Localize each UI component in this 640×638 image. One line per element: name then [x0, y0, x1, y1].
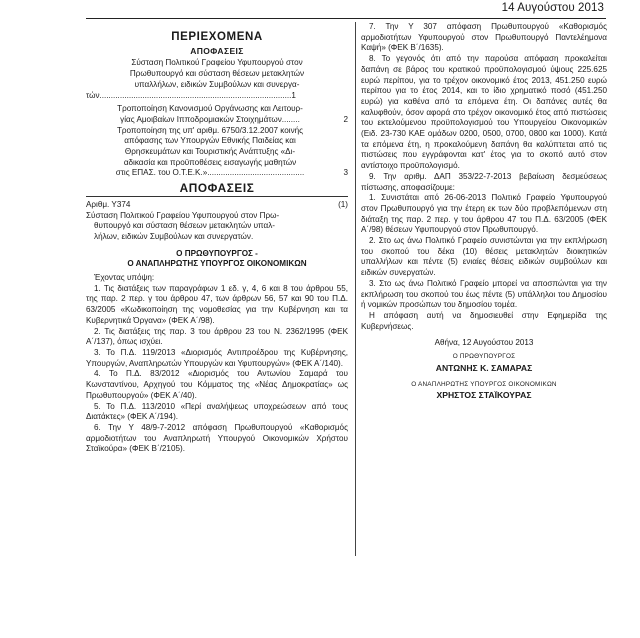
- decision-number-row: [86, 200, 348, 211]
- toc-item[interactable]: [86, 58, 348, 101]
- preamble-paragraph: 3. Το Π.Δ. 119/2013 «Διορισμός Αντιπροέδρου της Κυβέρνησης, Υπουργών, Αναπληρωτών Υπουργών και Υφυπουργών» (ΦΕΚ Α΄/140).: [86, 347, 348, 368]
- toc-item-line: στις ΕΠΑΣ. του Ο.Τ.Ε.Κ.»...........................................: [115, 168, 305, 178]
- signature-role: Ο ΠΡΩΘΥΠΟΥΡΓΟΣ: [452, 353, 516, 361]
- header-rule: [86, 18, 606, 19]
- preamble-paragraph: 7. Την Υ 307 απόφαση Πρωθυπουργού «Καθορισμός αρμοδιοτήτων Υφυπουργού στον Πρωθυπουργό Παντελέημονα Καψή» (ΦΕΚ Β΄/1635).: [361, 22, 607, 53]
- toc-page-number: 3: [343, 168, 348, 178]
- section-rule: [86, 196, 348, 197]
- toc-item-line: Τροποποίηση της υπ' αριθμ. 6750/3.12.2007 κοινής: [116, 125, 304, 135]
- toc-subtitle: ΑΠΟΦΑΣΕΙΣ: [190, 45, 244, 56]
- toc-item-line: Σύσταση Πολιτικού Γραφείου Υφυπουργού στον: [131, 58, 303, 68]
- signature-role: Ο ΑΝΑΠΛΗΡΩΤΗΣ ΥΠΟΥΡΓΟΣ ΟΙΚΟΝΟΜΙΚΩΝ: [411, 380, 557, 388]
- authority-line: Ο ΠΡΩΘΥΠΟΥΡΓΟΣ -: [176, 248, 258, 258]
- publication-order: Η απόφαση αυτή να δημοσιευθεί στην Εφημερίδα της Κυβερνήσεως.: [361, 310, 607, 331]
- header-date: 14 Αυγούστου 2013: [501, 2, 604, 14]
- toc-item-line: Τροποποίηση Κανονισμού Οργάνωσης και Λειτουρ-: [117, 104, 303, 114]
- preamble-paragraph: 5. Το Π.Δ. 113/2010 «Περί αναλήψεως υποχρεώσεων από τους Διατάκτες» (ΦΕΚ Α΄/194).: [86, 401, 348, 422]
- preamble-paragraph: 2. Τις διατάξεις της παρ. 3 του άρθρου 23 του Ν. 2362/1995 (ΦΕΚ Α΄/137), όπως ισχύει.: [86, 326, 348, 347]
- decision-ref: (1): [338, 199, 348, 209]
- left-column: [86, 30, 348, 455]
- preamble-paragraph: 6. Την Υ 48/9-7-2012 απόφαση Πρωθυπουργού «Καθορισμός αρμοδιοτήτων του Αναπληρωτή Υπουργού Οικονομικών Χρήστου Σταϊκούρα» (ΦΕΚ Β΄/2105).: [86, 422, 348, 454]
- decision-article: 1. Συνιστάται από 26-06-2013 Πολιτικό Γραφείο Υφυπουργού στον Πρωθυπουργό για την έτερη εκ των δύο προβλεπόμενων στη διάταξη της παρ. 2 περ. γ του άρθρου 47 του Π.Δ. 63/2005 (ΦΕΚ Α΄/98) θέσεων Υφυπουργού στον Πρωθυπουργό.: [361, 193, 607, 235]
- having-regard: Έχοντας υπόψη:: [94, 273, 155, 283]
- right-column: [361, 22, 607, 401]
- authority-line: Ο ΑΝΑΠΛΗΡΩΤΗΣ ΥΠΟΥΡΓΟΣ ΟΙΚΟΝΟΜΙΚΩΝ: [127, 259, 307, 269]
- toc-item[interactable]: [86, 104, 348, 125]
- subject-line: λήλων, ειδικών Συμβούλων και συνεργατών.: [94, 231, 254, 241]
- toc-item-line: απόφασης των Υπουργών Εθνικής Παιδείας και: [124, 136, 296, 146]
- subject-line: θυπουργό και σύσταση θέσεων μετακλητών υπαλ-: [94, 221, 275, 231]
- toc-item-line: υπαλλήλων, ειδικών Συμβούλων και συνεργα-: [134, 79, 300, 89]
- decision-number: Αριθμ. Υ374: [86, 199, 131, 209]
- toc-item-line: Πρωθυπουργό και σύσταση θέσεων μετακλητών: [129, 69, 305, 79]
- decision-article: 2. Στο ως άνω Πολιτικό Γραφείο συνιστώνται για την εκπλήρωση του σκοπού του δέκα (10) θέσεις μετακλητών διοικητικών υπαλλήλων και πέντε (5) ενιαίες θέσεις ειδικών συμβούλων και ειδικών συνεργατών.: [361, 236, 607, 278]
- preamble-paragraph: 1. Τις διατάξεις των παραγράφων 1 εδ. γ, 4, 6 και 8 του άρθρου 55, της παρ. 2 περ. γ του άρθρου 47, των άρθρων 56, 57 και 90 του Π.Δ. 63/2005 «Κωδικοποίηση της νομοθεσίας για την Κυβέρνηση και τα Κυβερνητικά Όργανα» (ΦΕΚ Α΄/98).: [86, 283, 348, 325]
- decision-subject: [86, 211, 348, 243]
- decision-article: 3. Στο ως άνω Πολιτικό Γραφείο μπορεί να αποσπώνται για την εκπλήρωση του σκοπού του έως πέντε (5) υπάλληλοι του Δημοσίου ή νομικών προσώπων του δημοσίου τομέα.: [361, 278, 607, 310]
- preamble-paragraph: 4. Το Π.Δ. 83/2012 «Διορισμός του Αντωνίου Σαμαρά του Κωνσταντίνου, Αρχηγού του Κόμματος της «Νέας Δημοκρατίας» ως Πρωθυπουργού» (ΦΕΚ Α΄/40).: [86, 369, 348, 400]
- toc-item-line: Θρησκευμάτων και Τουριστικής Ανάπτυξης «Δι-: [124, 147, 296, 157]
- signature-name: ΧΡΗΣΤΟΣ ΣΤΑΪΚΟΥΡΑΣ: [436, 390, 532, 401]
- toc-item-line: αδικασία και προϋποθέσεις εισαγωγής μαθητών: [123, 157, 297, 167]
- preamble-paragraph: 8. Το γεγονός ότι από την παρούσα απόφαση προκαλείται δαπάνη σε βάρος του κρατικού προϋπολογισμού ύψους 225.625 ευρώ περίπου, για το τρέχον οικονομικό έτος 2013, 451.250 ευρώ περίπου για το έτος 2014, και το ίδιο χρηματικό ποσό (451.250 ευρώ) για καθένα από τα επόμενα έτη. Οι δαπάνες αυτές θα καλυφθούν, όσον αφορά στο τρέχον οικονομικό έτος από πιστώσεις του εκτελούμενου προϋπολογισμού του Υπουργείου Οικονομικών (Ειδ. 23-730 ΚΑΕ ομάδων 0200, 0500, 0700, 0800 και 1000). Κατά τα επόμενα έτη, η προκαλούμενη δαπάνη θα καλύπτεται από τις πιστώσεις που εγγράφονται κατ' έτος για το σκοπό αυτό στον αντίστοιχο προϋπολογισμό.: [361, 54, 607, 171]
- subject-line: Σύσταση Πολιτικού Γραφείου Υφυπουργού στον Πρω-: [86, 210, 280, 220]
- toc-item-line: τών.....................................................................................1: [86, 90, 296, 100]
- preamble-paragraph: 9. Την αριθμ. ΔΑΠ 353/22-7-2013 βεβαίωση δεσμεύσεως πίστωσης, αποφασίζουμε:: [361, 171, 607, 192]
- toc-page-number: 2: [343, 114, 348, 124]
- signature-place-date: Αθήνα, 12 Αυγούστου 2013: [434, 338, 534, 348]
- toc-item[interactable]: [86, 126, 348, 180]
- toc-item-line: γίας Αμοιβαίων Ιπποδρομιακών Στοιχημάτων........: [120, 114, 300, 124]
- toc-title: ΠΕΡΙΕΧΟΜΕΝΑ: [171, 31, 263, 43]
- section-title: ΑΠΟΦΑΣΕΙΣ: [179, 181, 255, 196]
- column-divider: [355, 22, 356, 556]
- signature-name: ΑΝΤΩΝΗΣ Κ. ΣΑΜΑΡΑΣ: [435, 362, 533, 373]
